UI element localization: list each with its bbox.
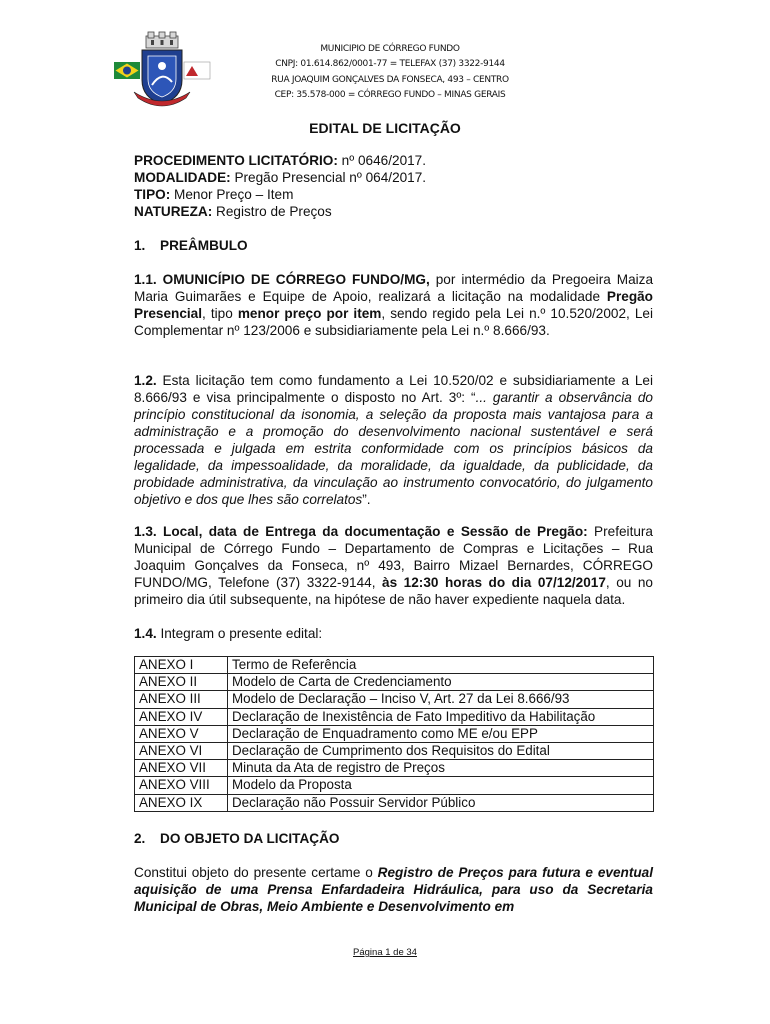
annex-table-body — [135, 657, 654, 812]
meta-natureza-value: Registro de Preços — [212, 204, 332, 219]
meta-procedimento — [134, 152, 654, 169]
table-row — [135, 725, 654, 742]
shield-icon — [142, 50, 182, 104]
p11-municipality: OMUNICÍPIO DE CÓRREGO FUNDO/MG, — [156, 272, 430, 287]
table-row — [135, 794, 654, 811]
meta-procedimento-value: nº 0646/2017. — [337, 153, 427, 168]
p12-number: 1.2. — [134, 373, 157, 388]
municipal-coat-of-arms — [112, 30, 212, 108]
p12-text-2: ”. — [362, 492, 371, 507]
meta-modalidade — [134, 169, 654, 186]
section-title: DO OBJETO DA LICITAÇÃO — [160, 831, 340, 846]
p11-text-3: , sendo regido pela Lei n.º 10.520/2002, Lei Complementar nº 123/2006 e subsidiariamente pela Lei n.º 8.666/93. — [134, 306, 653, 338]
paragraph-1-3 — [134, 523, 653, 608]
p13-heading: 1.3. Local, data de Entrega da documentação e Sessão de Pregão: — [134, 524, 588, 539]
table-row — [135, 760, 654, 777]
p11-text-1: por intermédio da Pregoeira Maiza Maria Guimarães e Equipe de Apoio, realizará a licitação na modalidade — [134, 272, 654, 304]
meta-procedimento-label: PROCEDIMENTO LICITATÓRIO: — [134, 153, 338, 168]
section-heading-preambulo — [134, 238, 248, 253]
document-title: EDITAL DE LICITAÇÃO — [309, 120, 461, 136]
table-row — [135, 777, 654, 794]
section-number: 1. — [134, 238, 146, 253]
annex-description: Termo de Referência — [228, 657, 654, 674]
meta-modalidade-label: MODALIDADE: — [134, 170, 231, 185]
annex-description: Modelo de Declaração – Inciso V, Art. 27 da Lei 8.666/93 — [228, 691, 654, 708]
p13-datetime: às 12:30 horas do dia 07/12/2017 — [382, 575, 606, 590]
table-row — [135, 708, 654, 725]
brazil-flag-icon — [114, 62, 140, 79]
page-number: Página 1 de 34 — [353, 947, 417, 958]
paragraph-1-1 — [134, 271, 653, 339]
p2-text: Constitui objeto do presente certame o — [134, 865, 378, 880]
mural-crown-icon — [146, 32, 178, 48]
p14-number: 1.4. — [134, 626, 157, 641]
table-row — [135, 674, 654, 691]
p11-bold-2: menor preço por item — [237, 306, 382, 321]
annex-id: ANEXO V — [135, 725, 228, 742]
procurement-metadata — [134, 152, 654, 220]
p12-quote: ... garantir a observância do princípio constitucional da isonomia, a seleção da proposta mais vantajosa para a administração e a promoção do desenvolvimento nacional sustentável e será processada e julgada em estrita conformidade com os princípios básicos da legalidade, da impessoalidade, da moralidade, da igualdade, da publicidade, da probidade administrativa, da vinculação ao instrumento convocatório, do julgamento objetivo e dos que lhes são correlatos — [134, 390, 653, 507]
header-line-name: MUNICIPIO DE CÓRREGO FUNDO — [320, 44, 460, 54]
p13-text-1: Prefeitura Municipal de Córrego Fundo – Departamento de Compras e Licitações – Rua Joaquim Gonçalves da Fonseca, nº 493, Bairro Mizael Bernardes, CÓRREGO FUNDO/MG, Telefone (37) 3322-9144, — [134, 524, 653, 590]
annex-description: Modelo de Carta de Credenciamento — [228, 674, 654, 691]
annex-id: ANEXO II — [135, 674, 228, 691]
annex-id: ANEXO I — [135, 657, 228, 674]
meta-tipo-label: TIPO: — [134, 187, 171, 202]
annex-id: ANEXO VII — [135, 760, 228, 777]
annex-description: Minuta da Ata de registro de Preços — [228, 760, 654, 777]
table-row — [135, 742, 654, 759]
p11-number: 1.1. — [134, 272, 157, 287]
section-number: 2. — [134, 831, 146, 846]
header-line-address: RUA JOAQUIM GONÇALVES DA FONSECA, 493 – CENTRO — [271, 74, 509, 85]
annex-id: ANEXO IX — [135, 794, 228, 811]
page-footer — [0, 947, 770, 958]
annex-table — [134, 656, 654, 812]
annex-description: Declaração não Possuir Servidor Público — [228, 794, 654, 811]
meta-tipo — [134, 186, 654, 203]
p14-text: Integram o presente edital: — [156, 626, 323, 641]
annex-description: Declaração de Enquadramento como ME e/ou EPP — [228, 725, 654, 742]
state-flag-icon — [184, 62, 210, 79]
meta-natureza — [134, 203, 654, 220]
table-row — [135, 657, 654, 674]
p11-bold-1: Pregão Presencial — [134, 289, 653, 321]
meta-natureza-label: NATUREZA: — [134, 204, 213, 219]
annex-id: ANEXO III — [135, 691, 228, 708]
p13-text-2: , ou no primeiro dia útil subsequente, na hipótese de não haver expediente naquela data. — [134, 575, 653, 607]
annex-description: Declaração de Cumprimento dos Requisitos do Edital — [228, 742, 654, 759]
paragraph-1-2 — [134, 372, 653, 508]
annex-id: ANEXO IV — [135, 708, 228, 725]
paragraph-1-4 — [134, 625, 653, 642]
annex-id: ANEXO VIII — [135, 777, 228, 794]
paragraph-objeto — [134, 864, 653, 915]
p11-text-2: , tipo — [202, 306, 238, 321]
table-row — [135, 691, 654, 708]
annex-id: ANEXO VI — [135, 742, 228, 759]
header-line-cnpj: CNPJ: 01.614.862/0001-77 = TELEFAX (37) 3322-9144 — [275, 59, 505, 70]
p12-text-1: Esta licitação tem como fundamento a Lei 10.520/02 e subsidiariamente a Lei 8.666/93 e visa principalmente o disposto no Art. 3º: “ — [134, 373, 653, 405]
annex-description: Modelo da Proposta — [228, 777, 654, 794]
p2-object-description: Registro de Preços para futura e eventual aquisição de uma Prensa Enfardadeira Hidráulica, para uso da Secretaria Municipal de Obras, Meio Ambiente e Desenvolvimento em — [134, 865, 653, 914]
annex-description: Declaração de Inexistência de Fato Impeditivo da Habilitação — [228, 708, 654, 725]
header-line-cep: CEP: 35.578-000 = CÓRREGO FUNDO – MINAS GERAIS — [274, 90, 506, 101]
meta-modalidade-value: Pregão Presencial nº 064/2017. — [230, 170, 427, 185]
section-title: PREÂMBULO — [160, 238, 248, 253]
section-heading-objeto — [134, 831, 340, 846]
meta-tipo-value: Menor Preço – Item — [170, 187, 294, 202]
municipality-header — [230, 42, 550, 104]
